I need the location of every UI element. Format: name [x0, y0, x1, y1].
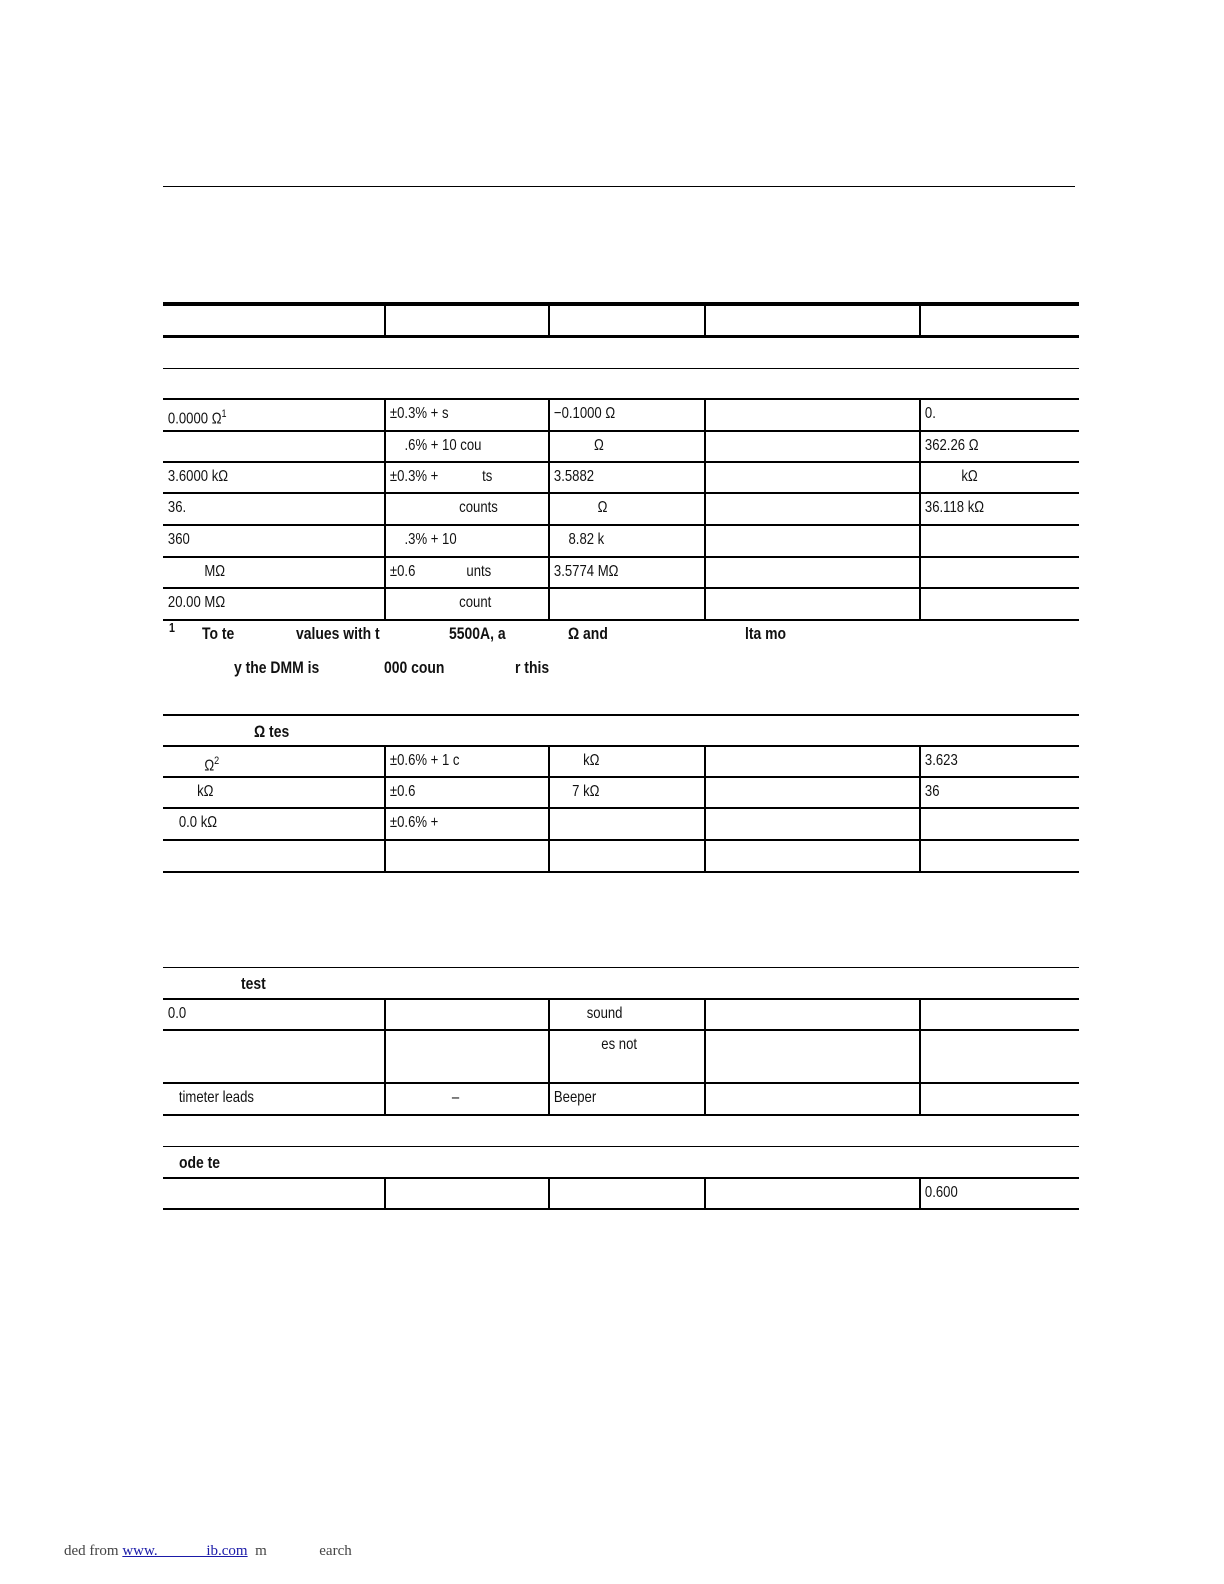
table-cell: ±0.3% + ts — [389, 468, 493, 485]
top-rule — [163, 186, 1075, 187]
table-section-row — [163, 714, 1079, 747]
column-divider — [704, 494, 706, 524]
column-divider — [704, 558, 706, 587]
column-divider — [919, 747, 921, 776]
table-cell: 36.118 kΩ — [924, 499, 985, 516]
column-divider — [548, 1000, 550, 1029]
table-cell: 36 — [924, 783, 940, 800]
footnote-text: 5500A, a — [449, 624, 506, 643]
table-cell: kΩ — [553, 752, 600, 769]
table-cell: kΩ — [167, 783, 214, 800]
table-cell: – — [389, 1089, 460, 1106]
column-divider — [919, 1084, 921, 1114]
table-cell: ±0.6% + 1 c — [389, 752, 460, 769]
table-row — [163, 463, 1079, 494]
table-cell: 3.623 — [924, 752, 958, 769]
column-divider — [548, 400, 550, 430]
column-divider — [919, 841, 921, 871]
column-divider — [548, 306, 550, 335]
table-cell: 0.0000 $\Omega^1$ — [167, 408, 227, 428]
column-divider — [384, 1084, 386, 1114]
column-divider — [548, 809, 550, 839]
table-cell: 362.26 Ω — [924, 437, 979, 454]
footnote-text: To te — [202, 624, 235, 643]
footer-prefix: ded from — [64, 1543, 123, 1559]
table-cell: 7 kΩ — [553, 783, 600, 800]
table-cell: ±0.6% + — [389, 814, 439, 831]
table-row — [163, 1000, 1079, 1031]
column-divider — [919, 1031, 921, 1082]
table-spacer-row — [163, 1116, 1079, 1147]
column-divider — [384, 494, 386, 524]
table-cell — [163, 841, 168, 871]
column-divider — [919, 526, 921, 556]
table-row — [163, 589, 1079, 621]
column-divider — [548, 747, 550, 776]
column-divider — [384, 809, 386, 839]
table-cell: Ω — [553, 499, 608, 516]
table-row — [163, 400, 1079, 432]
column-divider — [704, 747, 706, 776]
table-cell — [163, 1031, 168, 1082]
column-divider — [548, 778, 550, 807]
continuity-table — [163, 967, 1079, 1210]
table-cell: Beeper — [553, 1089, 597, 1106]
resistance-table — [163, 302, 1079, 621]
table-section-row — [163, 967, 1079, 1000]
table-cell: .3% + 10 — [389, 531, 457, 548]
table-cell: 3.5882 — [553, 468, 595, 485]
column-divider — [704, 589, 706, 619]
column-divider — [384, 400, 386, 430]
footnote-text: 000 coun — [384, 658, 445, 677]
table-section-row — [163, 1147, 1079, 1179]
table-cell: −0.1000 Ω — [553, 405, 616, 422]
column-divider — [704, 809, 706, 839]
table-cell: kΩ — [924, 468, 978, 485]
column-divider — [548, 1084, 550, 1114]
table-cell: 3.6000 kΩ — [167, 468, 229, 485]
table-cell: 36. — [167, 499, 187, 516]
column-divider — [548, 589, 550, 619]
column-divider — [704, 778, 706, 807]
table-cell: 8.82 k — [553, 531, 605, 548]
column-divider — [384, 526, 386, 556]
table-section-row — [163, 369, 1079, 400]
table-row — [163, 494, 1079, 526]
column-divider — [548, 494, 550, 524]
column-divider — [384, 1031, 386, 1082]
column-divider — [548, 1031, 550, 1082]
table-cell: ±0.6 — [389, 783, 416, 800]
table-row — [163, 747, 1079, 778]
table-header-row — [163, 302, 1079, 338]
section-title: ode te — [179, 1153, 221, 1172]
column-divider — [548, 841, 550, 871]
table-cell: 20.00 MΩ — [167, 594, 226, 611]
footnote-text: values with t — [296, 624, 380, 643]
column-divider — [919, 589, 921, 619]
column-divider — [704, 432, 706, 461]
table-cell: MΩ — [167, 563, 226, 580]
column-divider — [384, 558, 386, 587]
footnote-mark: 1 — [169, 620, 175, 635]
section-title: Ω tes — [254, 722, 290, 741]
column-divider — [548, 558, 550, 587]
table-row — [163, 558, 1079, 589]
page-footer — [64, 1543, 352, 1560]
table-cell: 0. — [924, 405, 936, 422]
table-cell: 0.0 kΩ — [167, 814, 218, 831]
table-cell: sound — [553, 1005, 623, 1022]
table-cell: 3.5774 MΩ — [553, 563, 619, 580]
column-divider — [548, 432, 550, 461]
column-divider — [384, 1000, 386, 1029]
table-cell: 0.0 — [167, 1005, 187, 1022]
column-divider — [704, 526, 706, 556]
column-divider — [919, 432, 921, 461]
column-divider — [919, 400, 921, 430]
footnote-text: Ω and — [568, 624, 608, 643]
table-row — [163, 432, 1079, 463]
column-divider — [704, 841, 706, 871]
table-row — [163, 841, 1079, 873]
table-section-row — [163, 338, 1079, 369]
table-row — [163, 778, 1079, 809]
column-divider — [384, 589, 386, 619]
footnote-text: y the DMM is — [234, 658, 320, 677]
column-divider — [704, 306, 706, 335]
column-divider — [704, 400, 706, 430]
column-divider — [919, 778, 921, 807]
footnote-text: r this — [515, 658, 550, 677]
table-cell: timeter leads — [167, 1089, 254, 1106]
table-cell: es not — [553, 1036, 638, 1053]
four-wire-table — [163, 714, 1079, 873]
column-divider — [919, 494, 921, 524]
column-divider — [919, 306, 921, 335]
column-divider — [919, 809, 921, 839]
table-row — [163, 809, 1079, 841]
column-divider — [548, 1179, 550, 1208]
table-row — [163, 1179, 1079, 1210]
table-cell: $\Omega^2$ — [167, 755, 220, 775]
column-divider — [704, 1031, 706, 1082]
footer-link[interactable]: www. ib.com — [122, 1543, 248, 1559]
column-divider — [704, 1000, 706, 1029]
column-divider — [384, 463, 386, 492]
column-divider — [919, 1179, 921, 1208]
column-divider — [384, 841, 386, 871]
column-divider — [384, 778, 386, 807]
table-cell: ±0.3% + s — [389, 405, 449, 422]
column-divider — [384, 432, 386, 461]
section-title: test — [241, 974, 266, 993]
column-divider — [548, 463, 550, 492]
column-divider — [704, 1179, 706, 1208]
table-cell: ±0.6 unts — [389, 563, 492, 580]
table-cell: counts — [389, 499, 498, 516]
table-row — [163, 1031, 1079, 1084]
column-divider — [919, 558, 921, 587]
column-divider — [919, 463, 921, 492]
table-cell: Ω — [553, 437, 604, 454]
table-row — [163, 526, 1079, 558]
footnote-text: lta mo — [745, 624, 787, 643]
table-cell: 360 — [167, 531, 190, 548]
table-cell: 0.600 — [924, 1184, 958, 1201]
column-divider — [384, 747, 386, 776]
column-divider — [704, 1084, 706, 1114]
footer-suffix: m earch — [247, 1543, 352, 1559]
column-divider — [384, 1179, 386, 1208]
column-divider — [704, 463, 706, 492]
table-cell — [163, 432, 168, 461]
table-row — [163, 1084, 1079, 1116]
table-cell: .6% + 10 cou — [389, 437, 482, 454]
column-divider — [919, 1000, 921, 1029]
column-divider — [384, 306, 386, 335]
column-divider — [548, 526, 550, 556]
table-cell: count — [389, 594, 492, 611]
table-cell — [163, 1179, 168, 1208]
